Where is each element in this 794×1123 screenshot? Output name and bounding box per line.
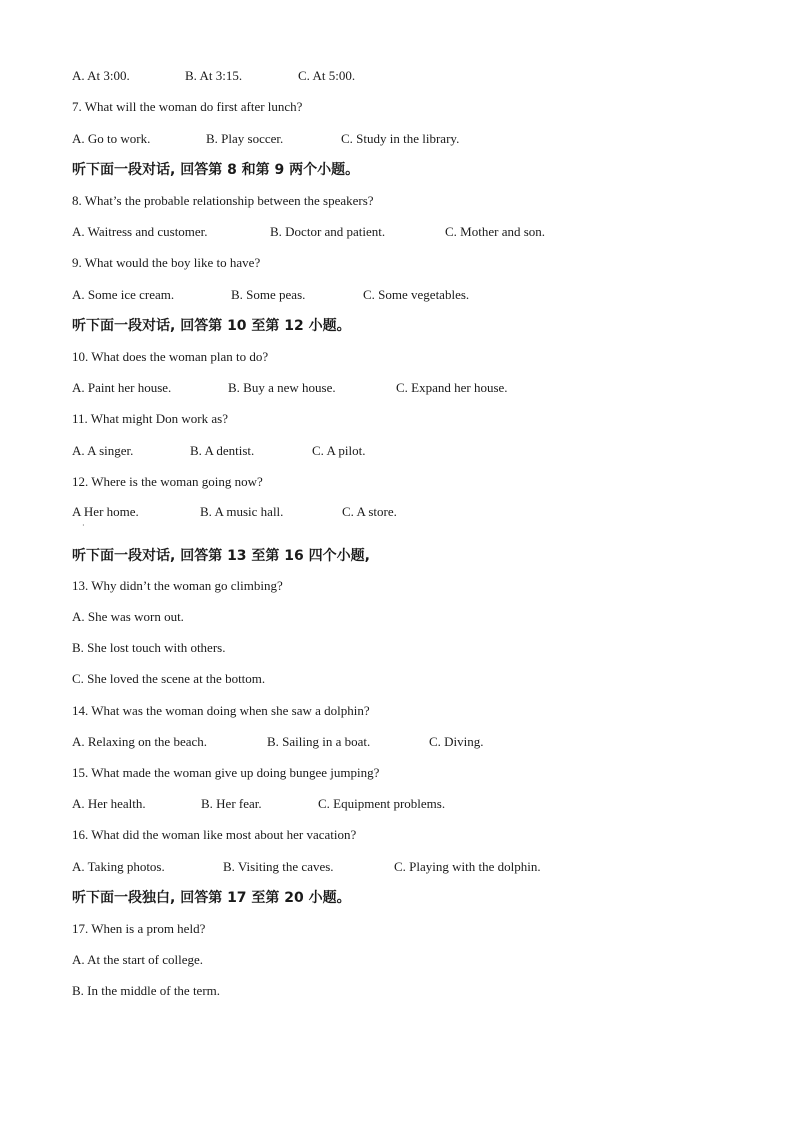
q12-options xyxy=(72,504,772,520)
q11-option-b[interactable]: B. A dentist. xyxy=(190,443,255,458)
q7-options xyxy=(72,131,772,147)
q8-question: 8. What’s the probable relationship between the speakers? xyxy=(72,193,374,208)
q16-options xyxy=(72,859,772,875)
q9-options xyxy=(72,287,772,303)
stray-mark: · xyxy=(82,521,85,530)
q10-options xyxy=(72,380,772,396)
q14-option-a[interactable]: A. Relaxing on the beach. xyxy=(72,734,208,749)
q14-option-b[interactable]: B. Sailing in a boat. xyxy=(267,734,371,749)
section-heading-17-20: 听下面一段独白, 回答第 17 至第 20 小题。 xyxy=(72,890,351,906)
q16-option-a[interactable]: A. Taking photos. xyxy=(72,859,165,874)
q8-option-a[interactable]: A. Waitress and customer. xyxy=(72,224,208,239)
q12-option-c[interactable]: C. A store. xyxy=(342,504,397,519)
q15-option-a[interactable]: A. Her health. xyxy=(72,796,146,811)
q15-options xyxy=(72,796,772,812)
q8-option-b[interactable]: B. Doctor and patient. xyxy=(270,224,386,239)
q11-option-c[interactable]: C. A pilot. xyxy=(312,443,366,458)
q7-option-b[interactable]: B. Play soccer. xyxy=(206,131,284,146)
q9-option-b[interactable]: B. Some peas. xyxy=(231,287,306,302)
q14-options xyxy=(72,734,772,750)
q7-question: 7. What will the woman do first after lunch? xyxy=(72,99,303,114)
q13-question: 13. Why didn’t the woman go climbing? xyxy=(72,578,283,593)
q15-question: 15. What made the woman give up doing bungee jumping? xyxy=(72,765,380,780)
q17-option-a[interactable]: A. At the start of college. xyxy=(72,952,204,967)
section-heading-8-9: 听下面一段对话, 回答第 8 和第 9 两个小题。 xyxy=(72,162,360,178)
q9-option-a[interactable]: A. Some ice cream. xyxy=(72,287,175,302)
q10-option-c[interactable]: C. Expand her house. xyxy=(396,380,508,395)
q13-option-c[interactable]: C. She loved the scene at the bottom. xyxy=(72,671,266,686)
q16-option-b[interactable]: B. Visiting the caves. xyxy=(223,859,334,874)
q12-option-b[interactable]: B. A music hall. xyxy=(200,504,284,519)
q14-question: 14. What was the woman doing when she saw a dolphin? xyxy=(72,703,370,718)
q10-option-a[interactable]: A. Paint her house. xyxy=(72,380,172,395)
section-heading-13-16: 听下面一段对话, 回答第 13 至第 16 四个小题, xyxy=(72,548,370,564)
q11-question: 11. What might Don work as? xyxy=(72,411,228,426)
q12-option-a[interactable]: A Her home. xyxy=(72,504,139,519)
q6-option-c[interactable]: C. At 5:00. xyxy=(298,68,356,83)
q15-option-c[interactable]: C. Equipment problems. xyxy=(318,796,446,811)
q17-question: 17. When is a prom held? xyxy=(72,921,206,936)
q6-options xyxy=(72,68,772,84)
q13-option-a[interactable]: A. She was worn out. xyxy=(72,609,184,624)
q9-option-c[interactable]: C. Some vegetables. xyxy=(363,287,470,302)
q14-option-c[interactable]: C. Diving. xyxy=(429,734,484,749)
section-heading-10-12: 听下面一段对话, 回答第 10 至第 12 小题。 xyxy=(72,318,351,334)
q13-option-b[interactable]: B. She lost touch with others. xyxy=(72,640,226,655)
q12-question: 12. Where is the woman going now? xyxy=(72,474,263,489)
q11-option-a[interactable]: A. A singer. xyxy=(72,443,134,458)
q10-option-b[interactable]: B. Buy a new house. xyxy=(228,380,336,395)
q6-option-a[interactable]: A. At 3:00. xyxy=(72,68,130,83)
q7-option-a[interactable]: A. Go to work. xyxy=(72,131,151,146)
q17-option-b[interactable]: B. In the middle of the term. xyxy=(72,983,221,998)
q9-question: 9. What would the boy like to have? xyxy=(72,255,261,270)
q10-question: 10. What does the woman plan to do? xyxy=(72,349,269,364)
q16-question: 16. What did the woman like most about her vacation? xyxy=(72,827,357,842)
q8-options xyxy=(72,224,772,240)
q8-option-c[interactable]: C. Mother and son. xyxy=(445,224,546,239)
q6-option-b[interactable]: B. At 3:15. xyxy=(185,68,243,83)
q11-options xyxy=(72,443,772,459)
q7-option-c[interactable]: C. Study in the library. xyxy=(341,131,460,146)
q15-option-b[interactable]: B. Her fear. xyxy=(201,796,262,811)
q16-option-c[interactable]: C. Playing with the dolphin. xyxy=(394,859,541,874)
